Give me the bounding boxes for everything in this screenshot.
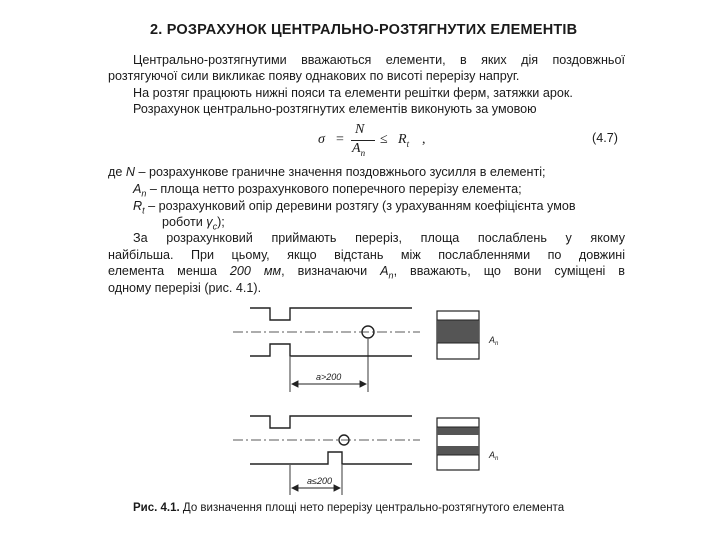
top-cross-section	[437, 311, 479, 359]
formula-comma: ,	[422, 132, 426, 147]
figure-caption: Рис. 4.1. До визначення площі нето перерізу центрально-розтягнутого елемента	[133, 502, 565, 514]
formula-rhs: $R_t$	[398, 132, 410, 149]
formula-equals: =	[336, 132, 344, 147]
definition-rt-cont: роботи $\gamma_c$);	[162, 215, 225, 232]
rule-line-4: одному перерізі (рис. 4.1).	[108, 281, 262, 295]
bottom-timber-element	[233, 416, 420, 464]
intro-line-3: На розтяг працюють нижні пояси та елементи решітки ферм, затяжки арок.	[133, 86, 573, 100]
rule-line-3: елемента менша 200 мм, визначаючи $A_n$, вважають, що вони суміщені в	[108, 264, 625, 281]
formula-leq: ≤	[380, 132, 388, 147]
definition-an: $A_n$ – площа нетто розрахункового поперечного перерізу елемента;	[133, 182, 522, 199]
intro-line-4: Розрахунок центрально-розтягнутих елементів виконують за умовою	[133, 102, 537, 116]
section-heading: 2. РОЗРАХУНОК ЦЕНТРАЛЬНО-РОЗТЯГНУТИХ ЕЛЕМЕНТІВ	[150, 22, 578, 38]
definition-n: де N – розрахункове граничне значення поздовжнього зусилля в елементі;	[108, 165, 546, 179]
intro-line-1: Центрально-розтягнутими вважаються елементи, в яких дія поздовжньої	[133, 53, 625, 67]
top-dimension	[290, 339, 368, 392]
top-section-label: $A_n$	[489, 335, 499, 347]
formula-denominator: $A_n$	[352, 141, 366, 158]
formula-numerator: N	[355, 122, 365, 137]
bottom-dimension-label: a≤200	[307, 476, 332, 486]
top-dimension-label: a>200	[316, 372, 342, 382]
bottom-cross-section	[437, 418, 479, 470]
definition-rt: $R_t$ – розрахунковий опір деревини розтягу (з урахуванням коефіцієнта умов	[133, 199, 576, 216]
formula-sigma: σ	[318, 132, 325, 147]
bottom-section-label: $A_n$	[489, 450, 499, 462]
intro-line-2: розтягуючої сили викликає появу однакових по висоті перерізу напруг.	[108, 69, 520, 83]
rule-line-1: За розрахунковий приймають переріз, площа послаблень у якому	[133, 231, 625, 245]
equation-number: (4.7)	[592, 131, 618, 145]
rule-line-2: найбільша. При цьому, якщо відстань між послабленнями по довжині	[108, 248, 625, 262]
top-timber-element	[233, 308, 420, 356]
